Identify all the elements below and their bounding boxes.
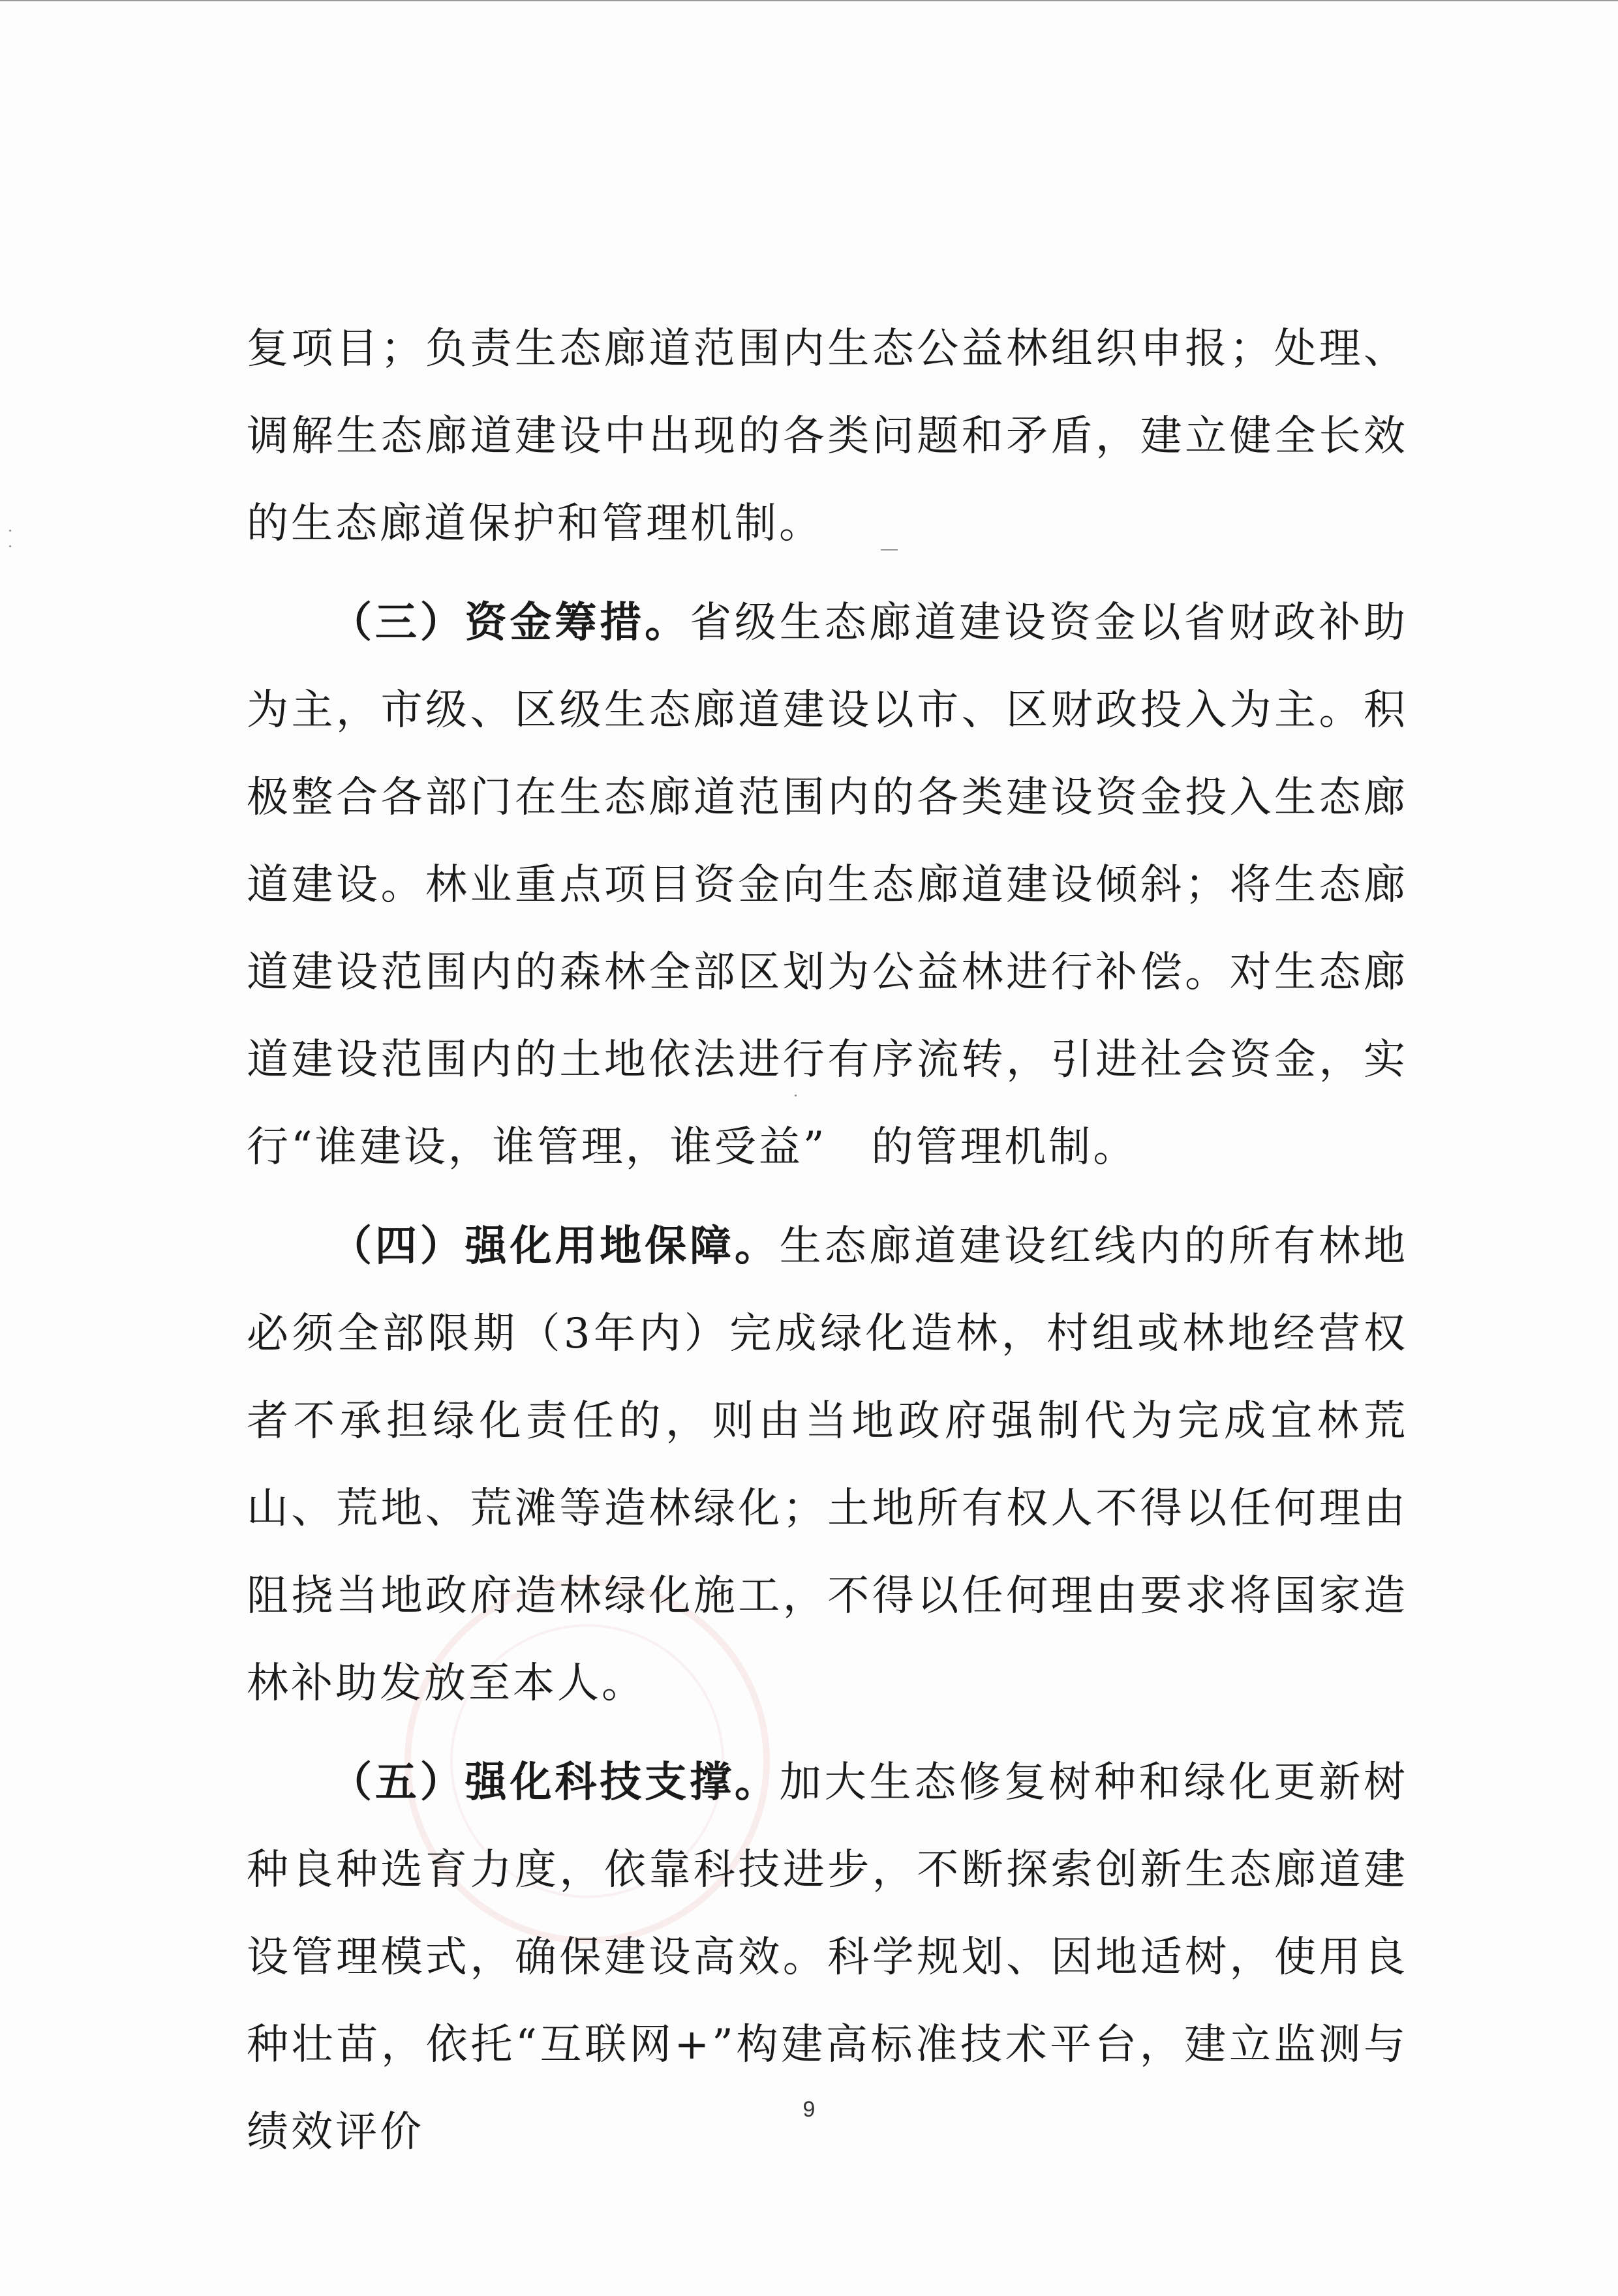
paragraph-text: 加大生态修复树种和绿化更新树种良种选育力度，依靠科技进步，不断探索创新生态廊道建设管理模式，确保建设高效。科学规划、因地适树，使用良种壮苗，依托“互联网+”构建高标准技术平台，建立监测与绩效评价 [247, 1759, 1409, 2156]
paragraph-text: 生态廊道建设红线内的所有林地必须全部限期（3年内）完成绿化造林，村组或林地经营权者不承担绿化责任的，则由当地政府强制代为完成宜林荒山、荒地、荒滩等造林绿化；土地所有权人不得以任何理由阻挠当地政府造林绿化施工，不得以任何理由要求将国家造林补助发放至本人。 [247, 1222, 1409, 1708]
scan-speck [9, 530, 11, 532]
section-heading-funding: （三）资金筹措。 [330, 598, 690, 647]
paragraph-continuation [247, 305, 1408, 567]
paragraph-land-use [247, 1203, 1408, 1727]
section-heading-land-use: （四）强化用地保障。 [330, 1222, 780, 1271]
scan-speck [9, 545, 11, 547]
paragraph-text: 复项目；负责生态廊道范围内生态公益林组织申报；处理、调解生态廊道建设中出现的各类问题和矛盾，建立健全长效的生态廊道保护和管理机制。 [247, 325, 1408, 548]
body-text [247, 305, 1408, 2176]
page-number: 9 [802, 2097, 816, 2122]
paragraph-text: 省级生态廊道建设资金以省财政补助为主，市级、区级生态廊道建设以市、区财政投入为主。积极整合各部门在生态廊道范围内的各类建设资金投入生态廊道建设。林业重点项目资金向生态廊道建设倾斜；将生态廊道建设范围内的森林全部区划为公益林进行补偿。对生态廊道建设范围内的土地依法进行有序流转，引进社会资金，实行“谁建设，谁管理，谁受益” 的管理机制。 [247, 599, 1409, 1171]
section-heading-technology: （五）强化科技支撑。 [330, 1758, 780, 1807]
scan-top-edge [0, 0, 1618, 1]
paragraph-funding [247, 579, 1408, 1191]
